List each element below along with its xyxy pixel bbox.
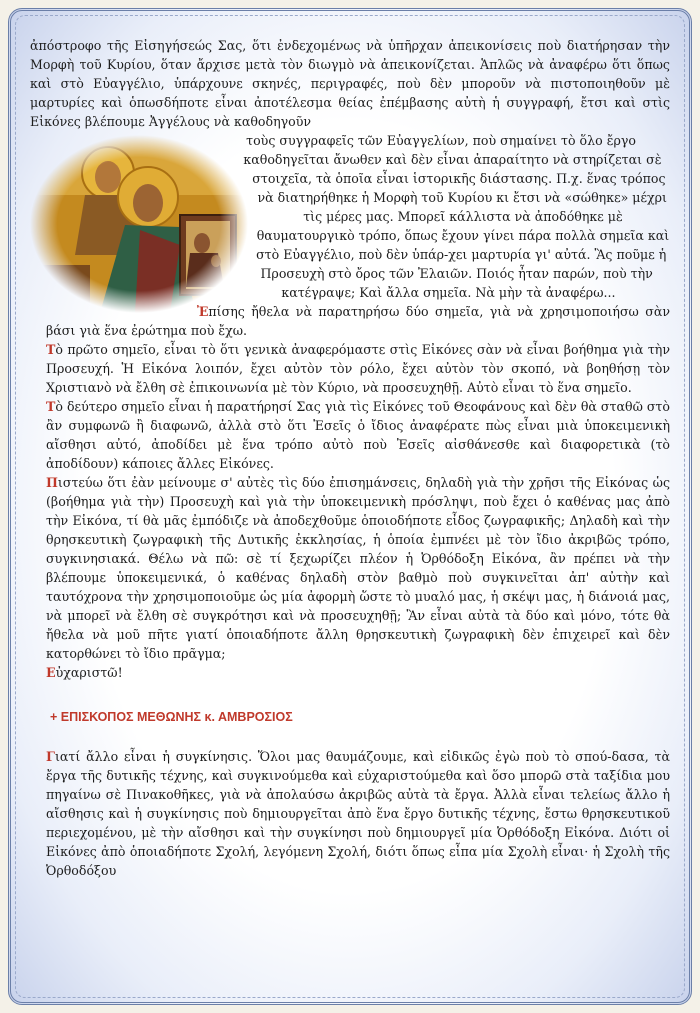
paragraph-second-point — [30, 397, 670, 473]
drop-letter: Ἐ — [196, 304, 209, 319]
drop-letter: Π — [46, 475, 58, 490]
paragraph-answer — [30, 747, 670, 880]
paragraph-text: ὐχαριστῶ! — [55, 665, 123, 680]
paragraph-first-point — [30, 340, 670, 397]
paragraph-text: ιστεύω ὅτι ἐὰν μείνουμε σ' αὐτὲς τὶς δύο ἐπισημάνσεις, δηλαδὴ γιὰ τὴν χρῆσι τῆς Εἰκόνας ὡς (βοήθημα γιὰ τὴν) Προσευχὴ καὶ γιὰ τὴν ὑποκειμενικὴ πρόσληψι, ποὺ ἔχει ὁ καθένας μας ἀπὸ τὴν Εἰκόνα, τί θὰ μᾶς ἐμπόδιζε νὰ ἀποδεχθοῦμε ὁποιοδήποτε εἶδος ζωγραφικῆς; Δηλαδὴ καὶ τὴν θρησκευτικὴ ζωγραφικὴ τῆς Δυτικῆς ἐκκλησίας, ἡ ὁποία ἐμπνέει μὲ τὸν ἴδιο ἀκριβῶς τρόπο, συγκινησιακά. Θέλω νὰ πῶ: σὲ τί ξεχωρίζει πλέον ἡ Ὀρθόδοξη Εἰκόνα, ἂν πρέπει νὰ τὴν βλέπουμε ὑποκειμενικά, ὁ καθένας δηλαδὴ στὸν βαθμὸ ποὺ συγκινεῖται ἀπ' αὐτὴν καὶ ταυτόχρονα τὴν χρησιμοποιοῦμε ὡς μία ἀφορμὴ ὥστε τὸ μυαλό μας, ἡ σκέψι μας, ἡ διάνοιά μας, νὰ μπορεῖ νὰ ἔλθη σὲ συγκρότησι καὶ νὰ προσευχηθῇ; Ἂν εἶναι αὐτὰ τὰ δύο καὶ μόνο, τότε θὰ ἤθελα νὰ μοῦ πῆτε γιατί ὁποιαδήποτε ἄλλη θρησκευτικὴ ζωγραφικὴ δὲν ἐπιχειρεῖ καὶ δὲν κατορθώνει τὸ ἴδιο πρᾶγμα; — [46, 475, 670, 661]
paragraph-text: ὸ δεύτερο σημεῖο εἶναι ἡ παρατήρησί Σας γιὰ τὶς Εἰκόνες τοῦ Θεοφάνους καὶ δὲν θὰ σταθῶ στὸ ἂν συμφωνῶ ἢ διαφωνῶ, ἀλλὰ στὸ ὅτι Ἐσεῖς ὁ ἴδιος ἀναφέρατε πὼς εἶναι μιὰ ὑποκειμενικὴ αἴσθησι αὐτό, ἀποδίδει μὲ ἕνα τρόπο αὐτὸ ποὺ Ἐσεῖς αἰσθάνεσθε καὶ διαφορετικὰ (τὸ ἀποδίδουν) κάποιες ἄλλες Εἰκόνες. — [46, 399, 670, 471]
paragraph-wrapped: τοὺς συγγραφεῖς τῶν Εὐαγγελίων, ποὺ σημαίνει τὸ ὅλο ἔργο καθοδηγεῖται ἄνωθεν καὶ δὲν εἶναι ἀπαραίτητο νὰ στηρίζεται σὲ στοιχεῖα, τὰ ὁποῖα εἶναι ἱστορικῆς διάστασης. Π.χ. ἕνας τρόπος νὰ διατηρήθηκε ἡ Μορφὴ τοῦ Κυρίου κι ἔτσι νὰ «σώθηκε» μέχρι τὶς μέρες μας. Μπορεῖ κάλλιστα νὰ ἀποδόθηκε μὲ θαυματουργικὸ τρόπο, ὅπως ἔχουν γίνει πάρα πολλὰ σημεῖα καὶ στὸ Εὐαγγέλιο, ποὺ δὲν ὑπάρ-χει μαρτυρία γι' αὐτά. Ἂς ποῦμε ἡ Προσευχὴ στὸ ὄρος τῶν Ἐλαιῶν. Ποιός ἦταν παρών, ποὺ τὴν κατέγραψε; Καὶ ἄλλα σημεῖα. Νὰ μὴν τὰ ἀναφέρω... — [243, 133, 670, 300]
article-body — [30, 36, 670, 880]
icon-illustration — [30, 135, 248, 313]
paragraph-intro: ἀπόστροφο τῆς Εἰσηγήσεώς Σας, ὅτι ἐνδεχομένως νὰ ὑπῆρχαν ἀπεικονίσεις ποὺ διατήρησαν τὴν Μορφὴ τοῦ Κυρίου, ὅταν ἄρχισε μετὰ τὸν διωγμὸ νὰ ἀπεικονίζεται. Ἁπλῶς νὰ ἀναφέρω ὅτι ὅπως καὶ στὸ Εὐαγγέλιο, ὑπάρχουνε σκηνές, περιγραφές, ποὺ δὲν μποροῦν νὰ πιστοποιηθοῦν μὲ μαρτυρίες καὶ ὁπωσδήποτε εἶναι ἀποτέλεσμα θείας ἐπέμβασης αὐτὴ ἡ συγγραφή, ἔτσι καὶ στὶς Εἰκόνες βλέπουμε Ἀγγέλους νὰ καθοδηγοῦν — [30, 38, 670, 129]
paragraph-thanks — [30, 663, 670, 682]
drop-letter: Γ — [46, 749, 55, 764]
paragraph-text: πίσης ἤθελα νὰ παρατηρήσω δύο σημεῖα, γιὰ νὰ χρησιμοποιήσω σὰν βάσι γιὰ ἕνα ἐρώτημα ποὺ ἔχω. — [46, 304, 670, 338]
paragraph-text: ιατί ἄλλο εἶναι ἡ συγκίνησις. Ὅλοι μας θαυμάζουμε, καὶ εἰδικῶς ἐγὼ ποὺ τὸ σπού-δασα, τὰ ἔργα τῆς δυτικῆς τέχνης, καὶ συγκινούμεθα καὶ εὐχαριστούμεθα καὶ ὅσο μπορῶ στὰ ταξίδια μου πηγαίνω σὲ Πινακοθῆκες, γιὰ νὰ ἀπολαύσω ἀκριβῶς αὐτὰ τὰ ἔργα. Ἀλλὰ εἶναι τελείως ἄλλο ἡ αἴσθησις καὶ ἡ συγκίνησις ποὺ δημιουργεῖται ἀπὸ ἕνα ἔργο δυτικῆς τέχνης, ἔστω θρησκευτικοῦ περιεχομένου, μὲ τὴν αἴσθησι καὶ τὴν συγκίνησι ποὺ δημιουργεῖ μία Ὀρθόδοξη Εἰκόνα. Διότι οἱ Εἰκόνες ἀπὸ ὁποιαδήποτε Σχολή, λεγόμενη Σχολή, διότι ὅπως εἶπα μία Σχολὴ εἶναι· ἡ Σχολὴ τῆς Ὀρθοδόξου — [46, 749, 670, 878]
drop-letter: Ε — [46, 665, 56, 680]
speaker-heading: + ΕΠΙΣΚΟΠΟΣ ΜΕΘΩΝΗΣ κ. ΑΜΒΡΟΣΙΟΣ — [50, 710, 293, 724]
painted-icon-image — [30, 135, 248, 313]
drop-letter: Τ — [46, 399, 56, 414]
paragraph-question — [30, 473, 670, 663]
paragraph-text: ὸ πρῶτο σημεῖο, εἶναι τὸ ὅτι γενικὰ ἀναφερόμαστε στὶς Εἰκόνες σὰν νὰ εἶναι βοήθημα γιὰ τὴν Προσευχή. Ἡ Εἰκόνα λοιπόν, ἔχει αὐτὸν τὸν ρόλο, ἔχει αὐτὸν τὸν σκοπό, νὰ βοηθήσῃ τὸν Χριστιανὸ νὰ ἔλθη σὲ ἐπικοινωνία μὲ τὸν Κύριο, νὰ προσευχηθῇ. Αὐτὸ εἶναι τὸ ἕνα σημεῖο. — [46, 342, 670, 395]
drop-letter: Τ — [46, 342, 56, 357]
